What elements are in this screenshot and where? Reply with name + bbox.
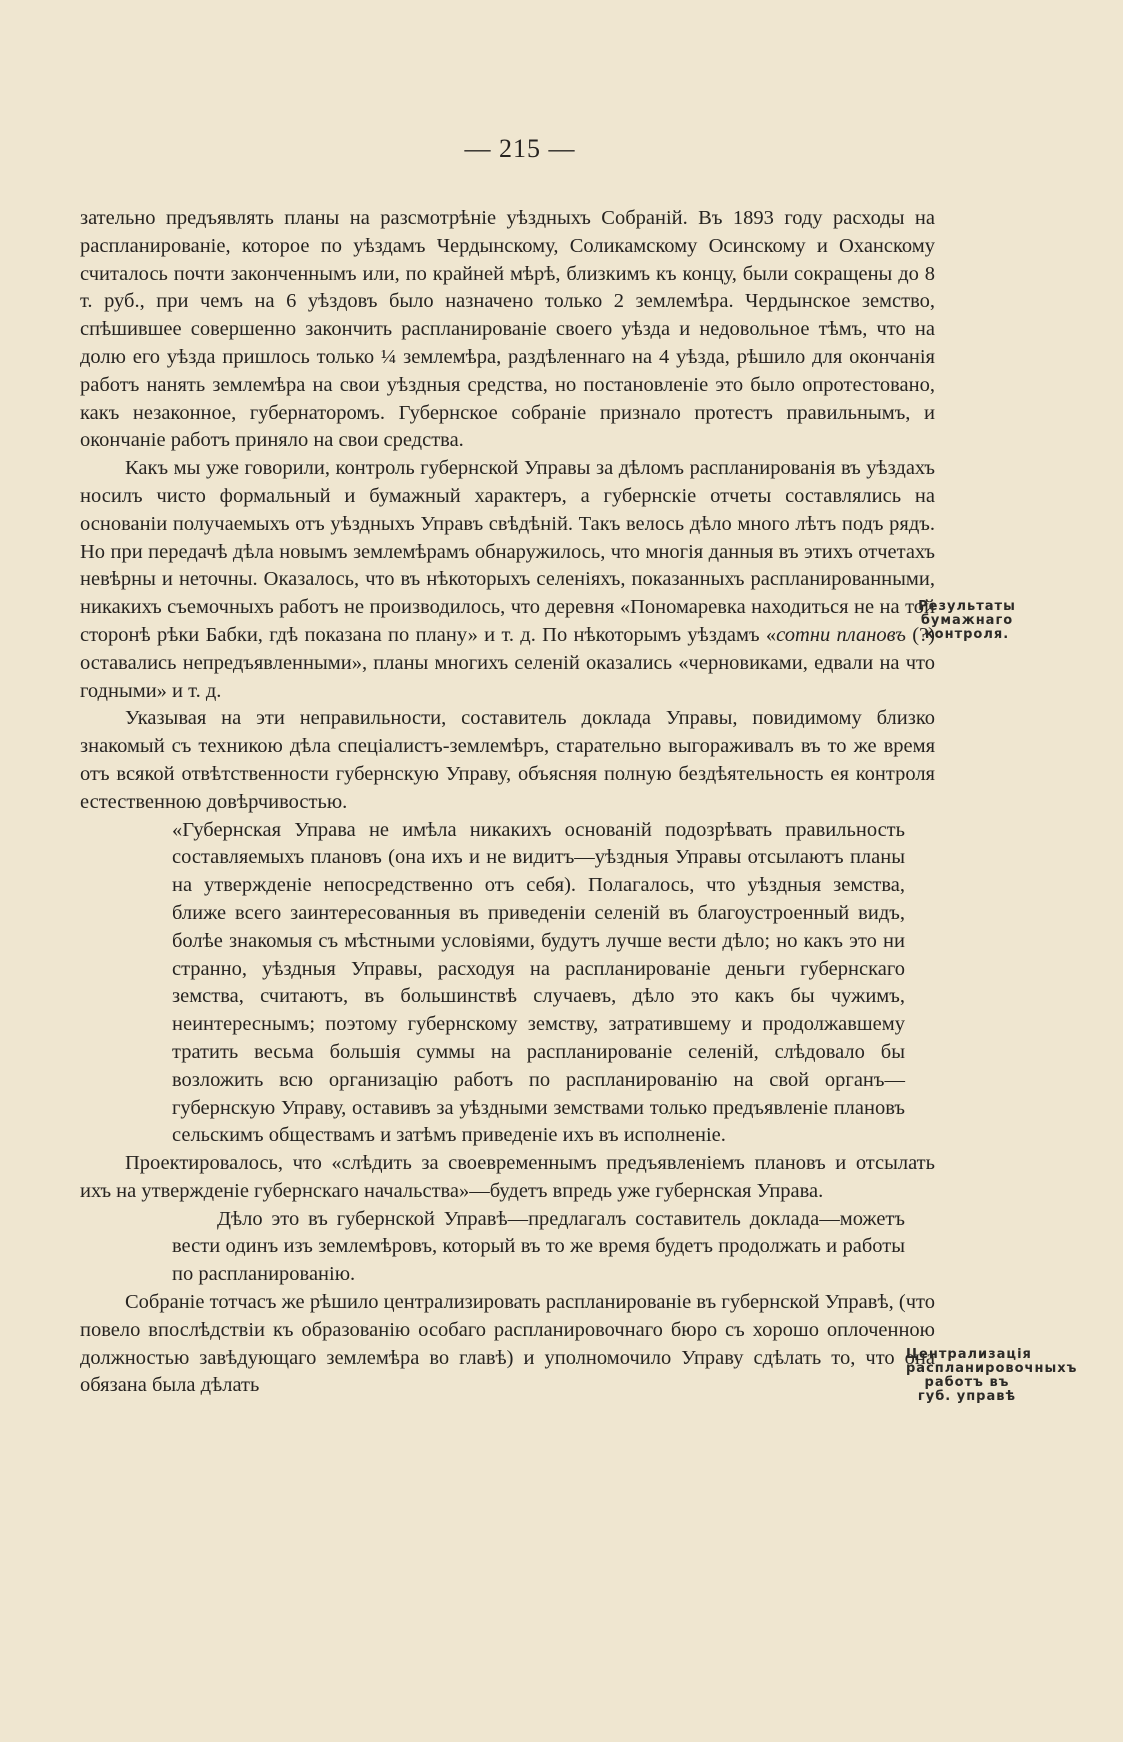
margin-note-results: Результаты бумажнаго контроля. xyxy=(918,599,1016,642)
paragraph-2 xyxy=(80,455,935,705)
paragraph-2-text: Какъ мы уже говорили, контроль губернской Управы за дѣломъ распланированія въ уѣздахъ носилъ чисто формальный и бумажный характеръ, а губернскіе отчеты составлялись на основаніи получаемыхъ отъ уѣздныхъ Управъ свѣдѣній. Такъ велось дѣло много лѣтъ подъ рядъ. Но при передачѣ дѣла новымъ землемѣрамъ обнаружилось, что многія данныя въ этихъ отчетахъ невѣрны и неточны. Оказалось, что въ нѣкоторыхъ селеніяхъ, показанныхъ распланированными, никакихъ съемочныхъ работъ не производилось, что деревня «Пономаревка находиться не на той сторонѣ рѣки Бабки, гдѣ показана по плану» и т. д. По нѣкоторымъ уѣздамъ « xyxy=(80,457,935,646)
indented-block xyxy=(80,1206,935,1289)
paragraph-2-tail: (?) оставались непредъявленными», планы многихъ селеній оказались «черновиками, едвали на что годными» и т. д. xyxy=(80,623,936,702)
paragraph-1: зательно предъявлять планы на разсмотрѣніе уѣздныхъ Собраній. Въ 1893 году расходы на распланированіе, которое по уѣздамъ Чердынскому, Соликамскому Осинскому и Оханскому считалось почти законченнымъ или, по крайней мѣрѣ, близкимъ къ концу, были сокращены до 8 т. руб., при чемъ на 6 уѣздовъ было назначено только 2 землемѣра. Чердынское земство, спѣшившее совершенно закончить распланированіе своего уѣзда и недовольное тѣмъ, что на долю его уѣзда пришлось только ¼ землемѣра, раздѣленнаго на 4 уѣзда, рѣшило для окончанія работъ нанять землемѣра на свои уѣздныя средства, но постановленіе это было опротестовано, какъ незаконное, губернаторомъ. Губернское собраніе признало протестъ правильнымъ, и окончаніе работъ приняло на свои средства. xyxy=(80,207,935,452)
quote-paragraph: «Губернская Управа не имѣла никакихъ основаній подозрѣвать правильность составляемыхъ плановъ (она ихъ и не видитъ—уѣздныя Управы отсылаютъ планы на утвержденіе непосредственно отъ себя). Полагалось, что уѣздныя земства, ближе всего заинтересованныя въ приведеніи селеній въ благоустроенный видъ, болѣе знакомыя съ мѣстными условіями, будутъ лучше вести дѣло; но какъ это ни странно, уѣздныя Управы, расходуя на распланированіе деньги губернскаго земства, считаютъ, въ большинствѣ случаевъ, дѣло это какъ бы чужимъ, неинтереснымъ; поэтому губернскому земству, затратившему и продолжавшему тратить весьма большія суммы на распланированіе селеній, слѣдовало бы возложить всю организацію работъ по распланированію на свой органъ—губернскую Управу, оставивъ за уѣздными земствами только предъявленіе плановъ сельскимъ обществамъ и затѣмъ приведеніе ихъ въ исполненіе. xyxy=(172,818,905,1147)
paragraph-2-italic: сотни плановъ xyxy=(776,623,906,646)
paragraph-6: Собраніе тотчасъ же рѣшило централизировать распланированіе въ губернской Управѣ, (что повело впослѣдствіи къ образованію особаго распланировочнаго бюро съ хорошо оплоченною должностью завѣдующаго землемѣра во главѣ) и уполномочило Управу сдѣлать то, что она обязана была дѣлать xyxy=(80,1291,935,1397)
main-text-column xyxy=(80,205,935,1400)
quoted-block xyxy=(80,817,935,1151)
margin-note-centralization: Централизація распланировочныхъ работъ въ губ. управѣ xyxy=(906,1347,1078,1404)
page-number: — 215 — xyxy=(464,134,576,163)
paragraph-4: Проектировалось, что «слѣдить за своевременнымъ предъявленіемъ плановъ и отсылать ихъ на утвержденіе губернскаго начальства»—будетъ впредь уже губернская Управа. xyxy=(80,1152,935,1202)
paragraph-5: Дѣло это въ губернской Управѣ—предлагалъ составитель доклада—можетъ вести одинъ изъ землемѣровъ, который въ то же время будетъ продолжать и работы по распланированію. xyxy=(172,1207,905,1286)
paragraph-3: Указывая на эти неправильности, составитель доклада Управы, повидимому близко знакомый съ техникою дѣла спеціалистъ-землемѣръ, старательно выгораживалъ въ то же время отъ всякой отвѣтственности губернскую Управу, объясняя полную бездѣятельность ея контроля естественною довѣрчивостью. xyxy=(80,707,935,813)
